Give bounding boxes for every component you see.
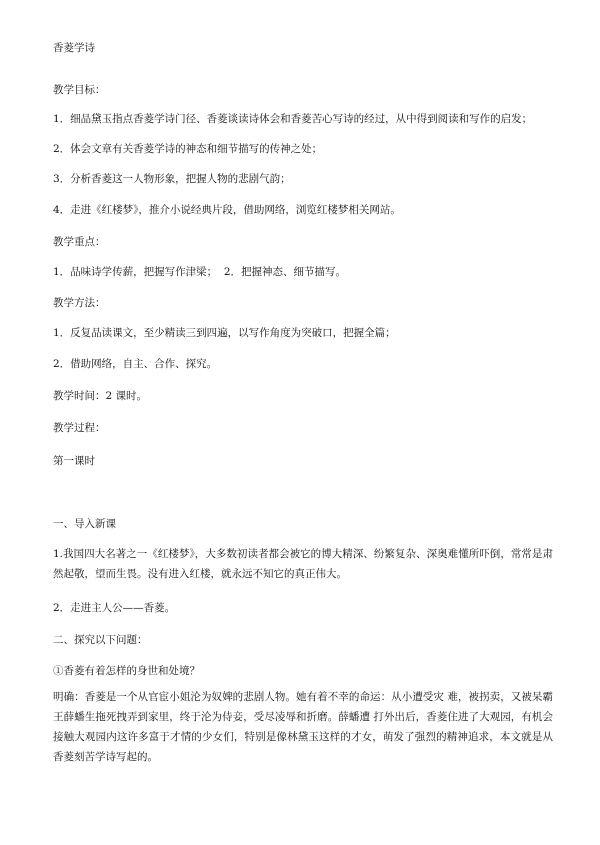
question-1: ①香菱有着怎样的身世和处境？ [53,665,200,677]
methods-heading: 教学方法： [53,297,106,309]
process-heading: 教学过程： [53,422,106,434]
objective-item-1: 1．细品黛玉指点香菱学诗门径、香菱谈读诗体会和香菱苦心写诗的经过，从中得到阅读和写作的启发； [53,113,533,125]
section-2-heading: 二、探究以下问题： [53,634,148,646]
teaching-time: 教学时间：2 课时。 [53,390,148,402]
objective-item-2: 2．体会文章有关香菱学诗的神态和细节描写的传神之处； [53,143,323,155]
section-1-heading: 一、导入新课 [53,518,116,530]
method-item-2: 2．借助网络，自主、合作、探究。 [53,358,218,370]
intro-paragraph: 1.我国四大名著之一《红楼梦》，大多数初读者都会被它的博大精深、纷繁复杂、深奥难懂所吓倒，常常是肃然起敬，望而生畏。没有进入红楼，就永远不知它的真正伟大。 [53,548,553,580]
period-heading: 第一课时 [53,455,95,467]
objective-item-4: 4．走进《红楼梦》，推介小说经典片段，借助网络，浏览红楼梦相关网站。 [53,204,401,216]
document-title: 香菱学诗 [53,42,95,54]
keypoints-text: 1．品味诗学传薪，把握写作津梁； 2．把握神态、细节描写。 [53,266,347,278]
keypoints-heading: 教学重点： [53,236,106,248]
objective-item-3: 3．分析香菱这一人物形象，把握人物的悲剧气韵； [53,173,291,185]
method-item-1: 1．反复品读课文，至少精读三到四遍，以写作角度为突破口，把握全篇； [53,327,396,339]
answer-paragraph: 明确：香菱是一个从官宦小姐沦为奴婢的悲剧人物。她有着不幸的命运：从小遭受灾 难，被拐卖，又被呆霸王薛蟠生拖死拽弄到家里，终于沦为侍妾，受尽凌辱和折磨。薛蟠遭 打外出后，香菱住进了大观园，有机会接触大观园内这许多富于才情的少女们，特别是像林黛玉这样的才女，萌发了强烈的精神追求，本文就是从香菱刻苦学诗写起的。 [53,691,553,763]
objectives-heading: 教学目标： [53,84,106,96]
intro-item-2: 2．走进主人公——香菱。 [53,602,176,614]
